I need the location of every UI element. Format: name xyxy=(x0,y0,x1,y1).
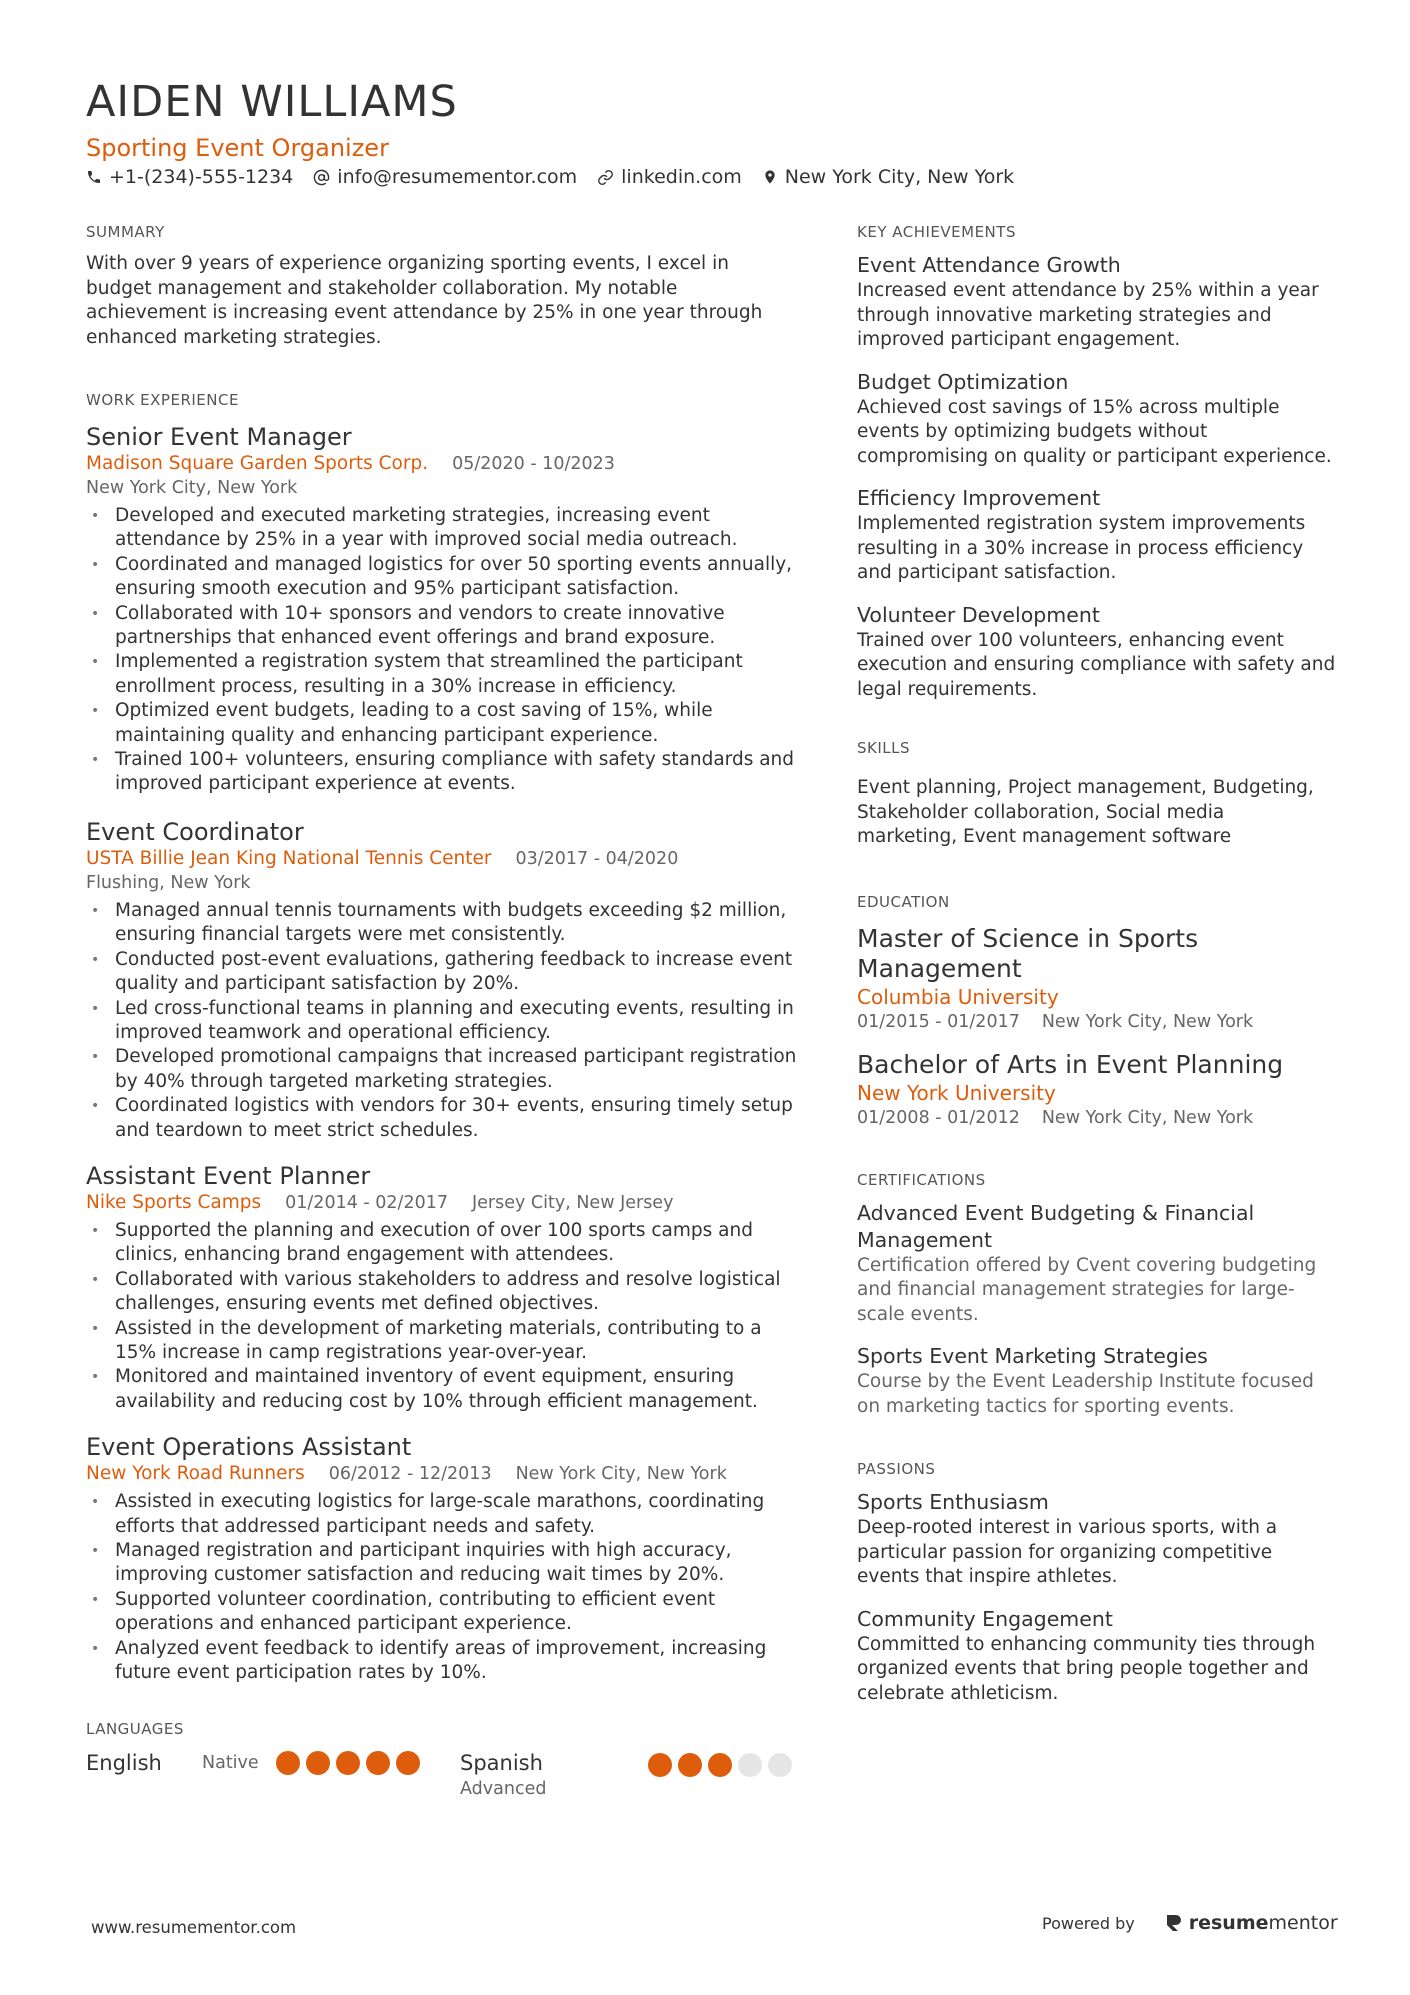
education-location: New York City, New York xyxy=(1041,1107,1254,1128)
education-meta xyxy=(857,1106,1337,1130)
footer-branding xyxy=(1042,1912,1338,1934)
achievement-desc: Implemented registration system improvements resulting in a 30% increase in process efficiency and participant satisfaction. xyxy=(857,513,1306,583)
section-label-skills: SKILLS xyxy=(857,739,911,757)
bullet-item: • Conducted post-event evaluations, gathering feedback to increase event quality and participant satisfaction by 20%. xyxy=(86,948,798,997)
certification-item xyxy=(857,1200,1337,1328)
education-school: New York University xyxy=(857,1080,1056,1105)
job-bullets xyxy=(86,899,798,1143)
bullet-item: • Led cross-functional teams in planning and executing events, resulting in improved teamwork and operational efficiency. xyxy=(86,997,798,1046)
education-item xyxy=(857,1050,1337,1130)
rating-dot-filled xyxy=(648,1753,672,1777)
language-item xyxy=(86,1749,460,1777)
job-company: USTA Billie Jean King National Tennis Center xyxy=(86,847,492,869)
rating-dot-filled xyxy=(336,1751,360,1775)
bullet-item: • Developed promotional campaigns that increased participant registration by 40% through targeted marketing strategies. xyxy=(86,1045,798,1094)
achievement-item xyxy=(857,369,1337,470)
certification-item xyxy=(857,1343,1337,1419)
passion-item xyxy=(857,1489,1337,1590)
language-name: English xyxy=(86,1751,162,1776)
location-text: New York City, New York xyxy=(784,166,1015,188)
achievements-section xyxy=(857,222,1337,702)
right-column xyxy=(857,222,1337,1706)
phone-icon xyxy=(86,169,102,185)
bullet-item: • Analyzed event feedback to identify areas of improvement, increasing future event participation rates by 10%. xyxy=(86,1637,798,1686)
section-label-certifications: CERTIFICATIONS xyxy=(857,1170,986,1189)
certifications-section xyxy=(857,1170,1337,1420)
bullet-item: • Trained 100+ volunteers, ensuring compliance with safety standards and improved participant experience at events. xyxy=(86,748,798,797)
contact-location xyxy=(762,164,1014,190)
certification-title: Advanced Event Budgeting & Financial Management xyxy=(857,1200,1255,1252)
bullet-item: • Supported volunteer coordination, contributing to efficient event operations and enhanced participant experience. xyxy=(86,1588,798,1637)
job-entry xyxy=(86,422,798,797)
achievement-title: Efficiency Improvement xyxy=(857,486,1101,510)
summary-section xyxy=(86,222,798,350)
languages-row xyxy=(86,1749,798,1801)
contact-bar xyxy=(86,164,1034,190)
job-meta xyxy=(86,1462,798,1486)
passion-title: Community Engagement xyxy=(857,1606,1113,1631)
rating-dot-filled xyxy=(306,1751,330,1775)
achievement-item xyxy=(857,485,1337,586)
skills-text: Event planning, Project management, Budgeting, Stakeholder collaboration, Social media marketing, Event management software xyxy=(857,777,1314,847)
language-name: Spanish xyxy=(460,1751,543,1776)
passion-title: Sports Enthusiasm xyxy=(857,1490,1049,1514)
passion-item xyxy=(857,1606,1337,1707)
language-rating xyxy=(276,1751,426,1775)
education-dates: 01/2008 - 01/2012 xyxy=(857,1107,1020,1128)
summary-text: With over 9 years of experience organizing sporting events, I excel in budget management and stakeholder collaboration. My notable achievement is increasing event attendance by 25% in one year through enhanced marketing strategies. xyxy=(86,253,763,348)
job-company: Madison Square Garden Sports Corp. xyxy=(86,453,429,474)
footer-website[interactable]: www.resumementor.com xyxy=(91,1918,297,1937)
bullet-item: • Managed registration and participant inquiries with high accuracy, improving customer satisfaction and reducing wait times by 20%. xyxy=(86,1539,798,1588)
achievement-title: Budget Optimization xyxy=(857,369,1069,394)
job-dates: 06/2012 - 12/2013 xyxy=(328,1464,492,1485)
bullet-item: • Optimized event budgets, leading to a cost saving of 15%, while maintaining quality and enhancing participant experience. xyxy=(86,699,798,748)
language-level: Native xyxy=(202,1753,259,1774)
job-meta xyxy=(86,452,798,476)
job-title: Senior Event Manager xyxy=(86,423,352,451)
language-rating xyxy=(648,1753,798,1777)
education-location: New York City, New York xyxy=(1041,1011,1254,1032)
job-bullets xyxy=(86,504,798,797)
job-title: Event Coordinator xyxy=(86,817,304,846)
achievement-desc: Increased event attendance by 25% within a year through innovative marketing strategies and improved participant engagement. xyxy=(857,280,1319,350)
passions-section xyxy=(857,1459,1337,1706)
job-title: Event Operations Assistant xyxy=(86,1433,412,1462)
experience-section xyxy=(86,390,798,1685)
section-label-summary: SUMMARY xyxy=(86,223,165,241)
certification-desc: Course by the Event Leadership Institute focused on marketing tactics for sporting events. xyxy=(857,1371,1314,1417)
job-location: New York City, New York xyxy=(515,1464,727,1485)
education-dates: 01/2015 - 01/2017 xyxy=(857,1011,1020,1032)
at-icon xyxy=(313,169,330,186)
achievement-item xyxy=(857,252,1337,353)
languages-section xyxy=(86,1719,798,1801)
bullet-item: • Developed and executed marketing strategies, increasing event attendance by 25% in a year with improved social media outreach. xyxy=(86,504,798,553)
rating-dot-empty xyxy=(738,1753,762,1777)
skills-section xyxy=(857,738,1337,850)
left-column xyxy=(86,222,798,1801)
bullet-item: • Assisted in executing logistics for large-scale marathons, coordinating efforts that addressed participant needs and safety. xyxy=(86,1490,798,1539)
bullet-item: • Assisted in the development of marketing materials, contributing to a 15% increase in camp registrations year-over-year. xyxy=(86,1317,798,1366)
bullet-item: • Managed annual tennis tournaments with budgets exceeding $2 million, ensuring financial targets were met consistently. xyxy=(86,899,798,948)
job-meta xyxy=(86,847,798,871)
linkedin-text[interactable]: linkedin.com xyxy=(621,166,742,188)
contact-linkedin[interactable] xyxy=(597,164,742,190)
education-section xyxy=(857,892,1337,1130)
contact-phone xyxy=(86,164,293,190)
bullet-item: • Collaborated with various stakeholders to address and resolve logistical challenges, ensuring events met defined objectives. xyxy=(86,1268,798,1317)
job-location: Flushing, New York xyxy=(86,872,251,893)
job-title: Assistant Event Planner xyxy=(86,1161,371,1190)
job-entry xyxy=(86,817,798,1143)
bullet-item: • Coordinated logistics with vendors for 30+ events, ensuring timely setup and teardown to meet strict schedules. xyxy=(86,1094,798,1143)
job-dates: 03/2017 - 04/2020 xyxy=(515,848,679,869)
achievement-desc: Trained over 100 volunteers, enhancing event execution and ensuring compliance with safety and legal requirements. xyxy=(857,629,1336,700)
language-level: Advanced xyxy=(460,1779,547,1800)
passion-desc: Deep-rooted interest in various sports, with a particular passion for organizing competitive events that inspire athletes. xyxy=(857,1517,1278,1587)
section-label-passions: PASSIONS xyxy=(857,1460,936,1478)
rating-dot-filled xyxy=(708,1753,732,1777)
section-label-languages: LANGUAGES xyxy=(86,1720,184,1739)
email-text[interactable]: info@resumementor.com xyxy=(337,166,578,188)
job-location: Jersey City, New Jersey xyxy=(471,1192,674,1213)
link-icon xyxy=(597,169,614,186)
rating-dot-filled xyxy=(366,1751,390,1775)
achievement-desc: Achieved cost savings of 15% across multiple events by optimizing budgets without compromising on quality or participant experience. xyxy=(857,396,1332,467)
certification-desc: Certification offered by Cvent covering budgeting and financial management strategies for large-scale events. xyxy=(857,1254,1317,1325)
language-text xyxy=(460,1749,648,1801)
rating-dot-filled xyxy=(678,1753,702,1777)
job-entry xyxy=(86,1161,798,1414)
education-school: Columbia University xyxy=(857,984,1059,1009)
section-label-achievements: KEY ACHIEVEMENTS xyxy=(857,223,1016,241)
achievement-title: Event Attendance Growth xyxy=(857,253,1121,277)
job-bullets xyxy=(86,1219,798,1414)
bullet-item: • Collaborated with 10+ sponsors and vendors to create innovative partnerships that enhanced event offerings and brand exposure. xyxy=(86,602,798,651)
job-entry xyxy=(86,1432,798,1685)
job-location: New York City, New York xyxy=(86,478,298,498)
education-item xyxy=(857,924,1337,1034)
job-dates: 01/2014 - 02/2017 xyxy=(285,1192,448,1213)
powered-by-text: Powered by xyxy=(1042,1913,1135,1933)
brand-bold-text: resume xyxy=(1188,1912,1269,1934)
brand-rest-text: mentor xyxy=(1268,1912,1338,1934)
rating-dot-empty xyxy=(768,1753,792,1777)
candidate-name: AIDEN WILLIAMS xyxy=(86,77,458,127)
phone-text: +1-(234)-555-1234 xyxy=(109,166,294,188)
bullet-item: • Supported the planning and execution of over 100 sports camps and clinics, enhancing brand engagement with attendees. xyxy=(86,1219,798,1268)
achievement-item xyxy=(857,602,1337,703)
brand-logo[interactable] xyxy=(1165,1912,1338,1934)
bullet-item: • Coordinated and managed logistics for over 50 sporting events annually, ensuring smooth execution and 95% participant satisfaction. xyxy=(86,553,798,602)
job-company: Nike Sports Camps xyxy=(86,1191,262,1213)
achievement-title: Volunteer Development xyxy=(857,602,1100,627)
contact-email[interactable] xyxy=(313,164,577,190)
language-item xyxy=(460,1749,798,1801)
bullet-item: • Implemented a registration system that streamlined the participant enrollment process, resulting in a 30% increase in efficiency. xyxy=(86,650,798,699)
rating-dot-filled xyxy=(276,1751,300,1775)
job-bullets xyxy=(86,1490,798,1685)
section-label-experience: WORK EXPERIENCE xyxy=(86,391,239,409)
section-label-education: EDUCATION xyxy=(857,892,950,911)
map-pin-icon xyxy=(762,168,778,186)
education-meta xyxy=(857,1010,1337,1034)
job-meta xyxy=(86,1191,798,1215)
resumementor-logo-icon xyxy=(1165,1913,1183,1933)
passion-desc: Committed to enhancing community ties through organized events that bring people together and celebrate athleticism. xyxy=(857,1633,1316,1704)
job-dates: 05/2020 - 10/2023 xyxy=(452,454,615,474)
certification-title: Sports Event Marketing Strategies xyxy=(857,1344,1208,1368)
bullet-item: • Monitored and maintained inventory of event equipment, ensuring availability and reducing cost by 10% through efficient management. xyxy=(86,1365,798,1414)
rating-dot-filled xyxy=(396,1751,420,1775)
job-company: New York Road Runners xyxy=(86,1463,305,1485)
education-degree: Master of Science in Sports Management xyxy=(857,923,1199,983)
candidate-title: Sporting Event Organizer xyxy=(86,134,389,162)
education-degree: Bachelor of Arts in Event Planning xyxy=(857,1049,1284,1079)
